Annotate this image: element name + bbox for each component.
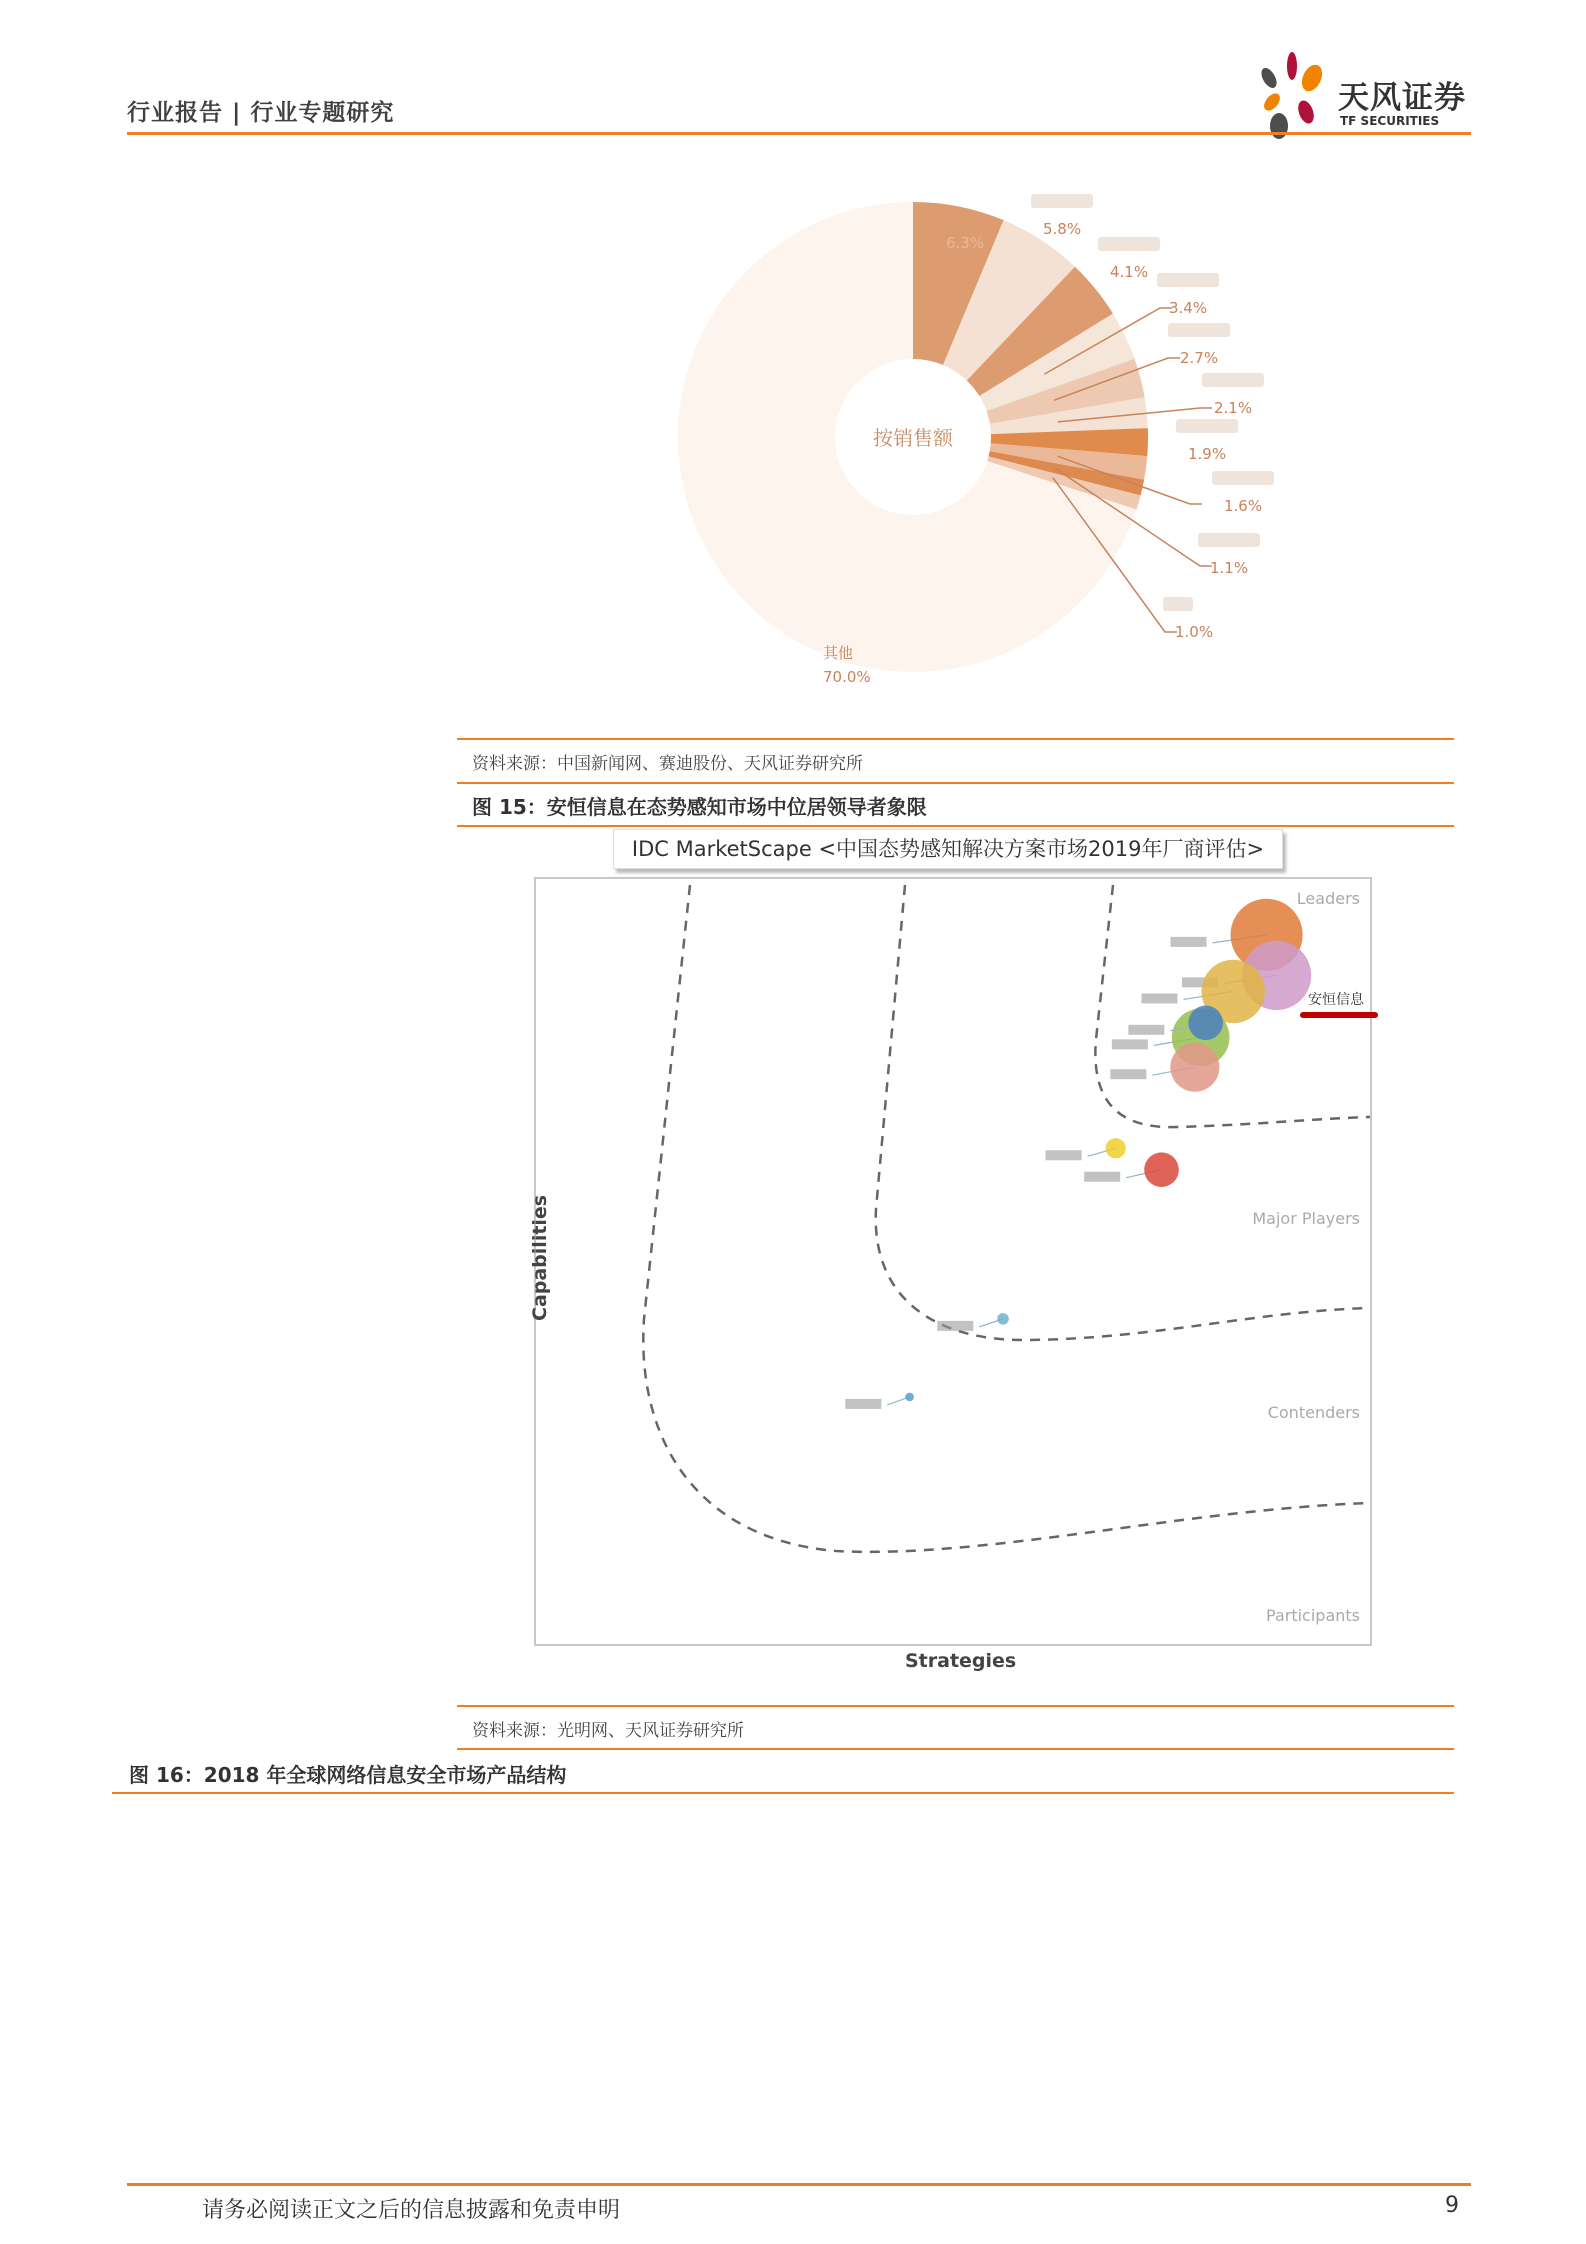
x-axis-label: Strategies bbox=[905, 1650, 1017, 1672]
pie-slice-value-label: 1.6% bbox=[1224, 497, 1263, 515]
logo-petals-icon bbox=[1252, 52, 1332, 140]
blurred-vendor-name bbox=[1212, 471, 1274, 485]
divider bbox=[457, 825, 1454, 827]
blurred-vendor-name bbox=[937, 1321, 973, 1331]
anheng-label: 安恒信息 bbox=[1308, 992, 1364, 1008]
pie-center-label: 按销售额 bbox=[873, 426, 953, 450]
blurred-vendor-name bbox=[1142, 993, 1178, 1003]
tf-securities-logo bbox=[1252, 52, 1477, 140]
blurred-vendor-name bbox=[1098, 237, 1160, 251]
blurred-vendor-name bbox=[1171, 937, 1207, 947]
blurred-vendor-name bbox=[1176, 419, 1238, 433]
pie-slice-value-label: 1.1% bbox=[1210, 559, 1249, 577]
pie-slice-name: 其他 bbox=[823, 644, 854, 662]
blurred-vendor-name bbox=[1163, 597, 1193, 611]
sales-share-pie-chart bbox=[600, 180, 1320, 720]
figure16-title: 图 16：2018 年全球网络信息安全市场产品结构 bbox=[129, 1763, 567, 1787]
pie-slice-value-label: 2.7% bbox=[1180, 349, 1219, 367]
vendor-bubble bbox=[1188, 1006, 1223, 1041]
vendor-bubble bbox=[1170, 1043, 1219, 1092]
blurred-vendor-name bbox=[845, 1399, 881, 1409]
quadrant-contenders: Contenders bbox=[1267, 1403, 1360, 1422]
pie-slice-value-label: 70.0% bbox=[823, 668, 871, 686]
footer-disclaimer[interactable]: 请务必阅读正文之后的信息披露和免责申明 bbox=[202, 2198, 621, 2223]
vendor-bubble bbox=[1106, 1138, 1126, 1158]
blurred-vendor-name bbox=[1084, 1172, 1120, 1182]
header-divider bbox=[127, 132, 1471, 135]
footer-divider bbox=[127, 2183, 1471, 2186]
divider bbox=[112, 1792, 1454, 1794]
figure14-source: 资料来源：中国新闻网、赛迪股份、天风证券研究所 bbox=[472, 754, 863, 774]
idc-chart-frame bbox=[534, 877, 1372, 1646]
idc-chart-title: IDC MarketScape <中国态势感知解决方案市场2019年厂商评估> bbox=[613, 829, 1283, 869]
blurred-vendor-name bbox=[1110, 1069, 1146, 1079]
divider bbox=[457, 1705, 1454, 1707]
divider bbox=[457, 738, 1454, 740]
pie-slice-value-label: 6.3% bbox=[946, 234, 985, 252]
blurred-vendor-name bbox=[1031, 194, 1093, 208]
blurred-vendor-name bbox=[1202, 373, 1264, 387]
quadrant-major-players: Major Players bbox=[1252, 1209, 1360, 1228]
quadrant-leaders: Leaders bbox=[1296, 889, 1360, 908]
page-number: 9 bbox=[1445, 2193, 1459, 2218]
figure15-title: 图 15：安恒信息在态势感知市场中位居领导者象限 bbox=[472, 795, 927, 819]
pie-slice-value-label: 1.0% bbox=[1175, 623, 1214, 641]
pie-slice-value-label: 5.8% bbox=[1043, 220, 1082, 238]
vendor-bubble bbox=[1144, 1152, 1179, 1187]
y-axis-label: Capabilities bbox=[529, 1194, 551, 1321]
idc-bubble-plot bbox=[536, 879, 1370, 1644]
blurred-vendor-name bbox=[1168, 323, 1230, 337]
quadrant-participants: Participants bbox=[1266, 1606, 1360, 1625]
logo-text-en: TF SECURITIES bbox=[1340, 114, 1440, 128]
blurred-vendor-name bbox=[1046, 1150, 1082, 1160]
pie-slice-value-label: 4.1% bbox=[1110, 263, 1149, 281]
anheng-highlight-underline bbox=[1300, 1012, 1378, 1018]
blurred-vendor-name bbox=[1157, 273, 1219, 287]
vendor-bubble bbox=[905, 1393, 914, 1402]
pie-slice-value-label: 2.1% bbox=[1214, 399, 1253, 417]
logo-text-cn: 天风证券 bbox=[1338, 80, 1466, 116]
figure15-source: 资料来源：光明网、天风证券研究所 bbox=[472, 1721, 744, 1741]
blurred-vendor-name bbox=[1198, 533, 1260, 547]
blurred-vendor-name bbox=[1112, 1039, 1148, 1049]
divider bbox=[457, 1748, 1454, 1750]
blurred-vendor-name bbox=[1128, 1025, 1164, 1035]
report-header-title: 行业报告 | 行业专题研究 bbox=[127, 100, 395, 126]
pie-slice-value-label: 3.4% bbox=[1169, 299, 1208, 317]
divider bbox=[457, 782, 1454, 784]
vendor-bubble bbox=[997, 1313, 1009, 1325]
pie-slice-value-label: 1.9% bbox=[1188, 445, 1227, 463]
